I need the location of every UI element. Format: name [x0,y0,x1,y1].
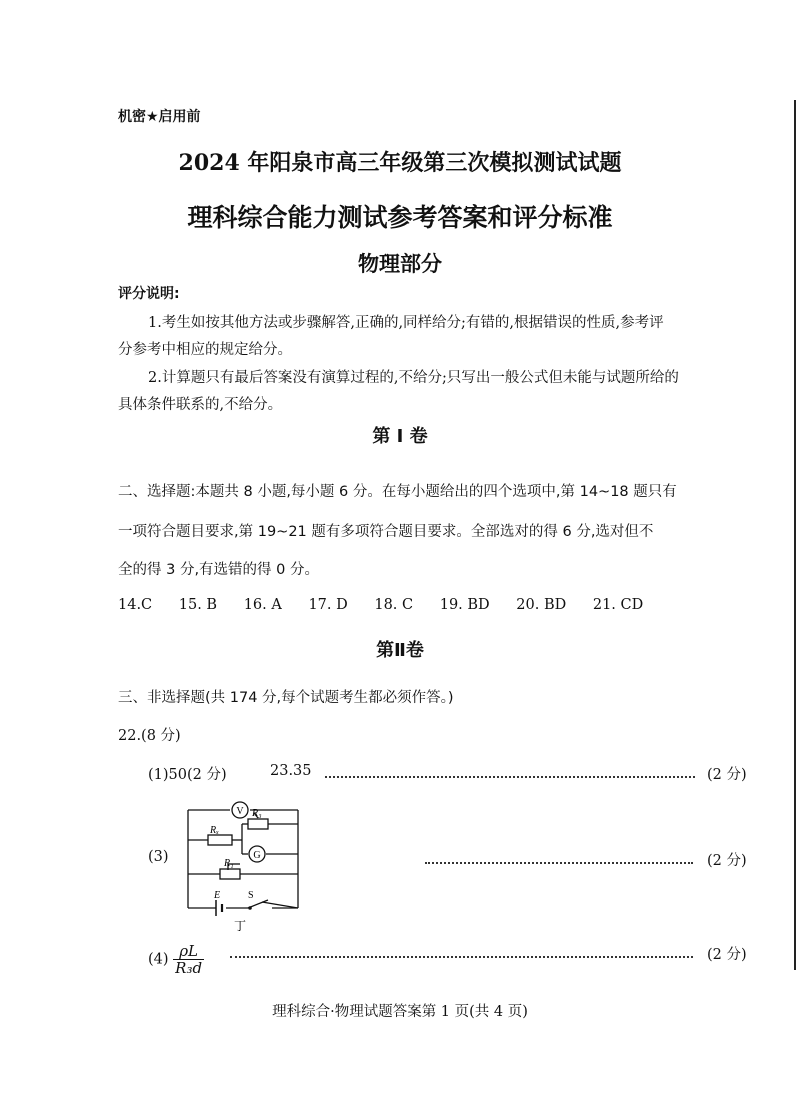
galvanometer-label: G [253,850,261,861]
answer-16: 16. A [243,597,282,613]
q22-item-4-score: (2 分) [707,947,747,963]
switch-label: S [248,890,254,901]
circuit-diagram [178,796,308,936]
part-2-desc: 三、非选择题(共 174 分,每个试题考生都必须作答。) [118,690,454,706]
r3-label: R₃ [252,808,262,819]
answer-21: 21. CD [592,597,644,613]
q22-item-3-score: (2 分) [707,853,747,869]
scoring-note-2-line-1: 2.计算题只有最后答案没有演算过程的,不给分;只写出一般公式但未能与试题所给的 [148,370,679,386]
part-2-title: 第Ⅱ卷 [376,640,424,661]
exam-title: 2024 年阳泉市高三年级第三次模拟测试试题 [178,150,622,176]
answer-title: 理科综合能力测试参考答案和评分标准 [187,203,613,232]
rx-label: Rₓ [210,825,219,836]
q22-item-1-answer: (1)50(2 分) [148,767,227,783]
scoring-note-2-line-2: 具体条件联系的,不给分。 [118,397,283,413]
switch-pivot [248,906,252,910]
circuit-caption: 丁 [233,919,247,933]
part-1-desc-line-1: 二、选择题:本题共 8 小题,每小题 6 分。在每小题给出的四个选项中,第 14~18 题只有 [118,484,677,500]
answer-14: 14.C [118,597,153,613]
voltmeter-label: V [236,806,244,817]
answer-18: 18. C [374,597,414,613]
answer-15: 15. B [178,597,218,613]
answer-19: 19. BD [439,597,490,613]
q22-item-4-fraction [173,943,204,976]
dotted-leader [425,862,693,864]
fraction-numerator: ρL [173,943,204,960]
dotted-leader [325,776,695,778]
q22-item-3-label: (3) [148,849,169,865]
choice-answers [118,597,665,613]
part-1-desc-line-3: 全的得 3 分,有选错的得 0 分。 [118,562,319,578]
q22-item-1-value: 23.35 [270,763,312,779]
r1-label: R₁ [224,858,234,869]
emf-label: E [214,890,221,901]
q22-item-1-score: (2 分) [707,767,747,783]
scoring-note-1-line-2: 分参考中相应的规定给分。 [118,342,292,358]
dotted-leader [230,956,693,958]
scoring-notes-heading: 评分说明: [118,286,180,302]
page-footer: 理科综合·物理试题答案第 1 页(共 4 页) [272,1004,528,1020]
confidential-label: 机密★启用前 [118,109,201,125]
scoring-note-1-line-1: 1.考生如按其他方法或步骤解答,正确的,同样给分;有错的,根据错误的性质,参考评 [148,315,664,331]
answer-20: 20. BD [516,597,567,613]
question-22-label: 22.(8 分) [118,728,181,744]
part-1-desc-line-2: 一项符合题目要求,第 19~21 题有多项符合题目要求。全部选对的得 6 分,选对但不 [118,524,654,540]
q22-item-4 [148,943,204,976]
q22-item-4-label: (4) [148,951,169,968]
fraction-denominator: R₃d [175,959,203,977]
section-title: 物理部分 [358,252,442,276]
part-1-title: 第 Ⅰ 卷 [372,426,428,447]
answer-17: 17. D [308,597,348,613]
